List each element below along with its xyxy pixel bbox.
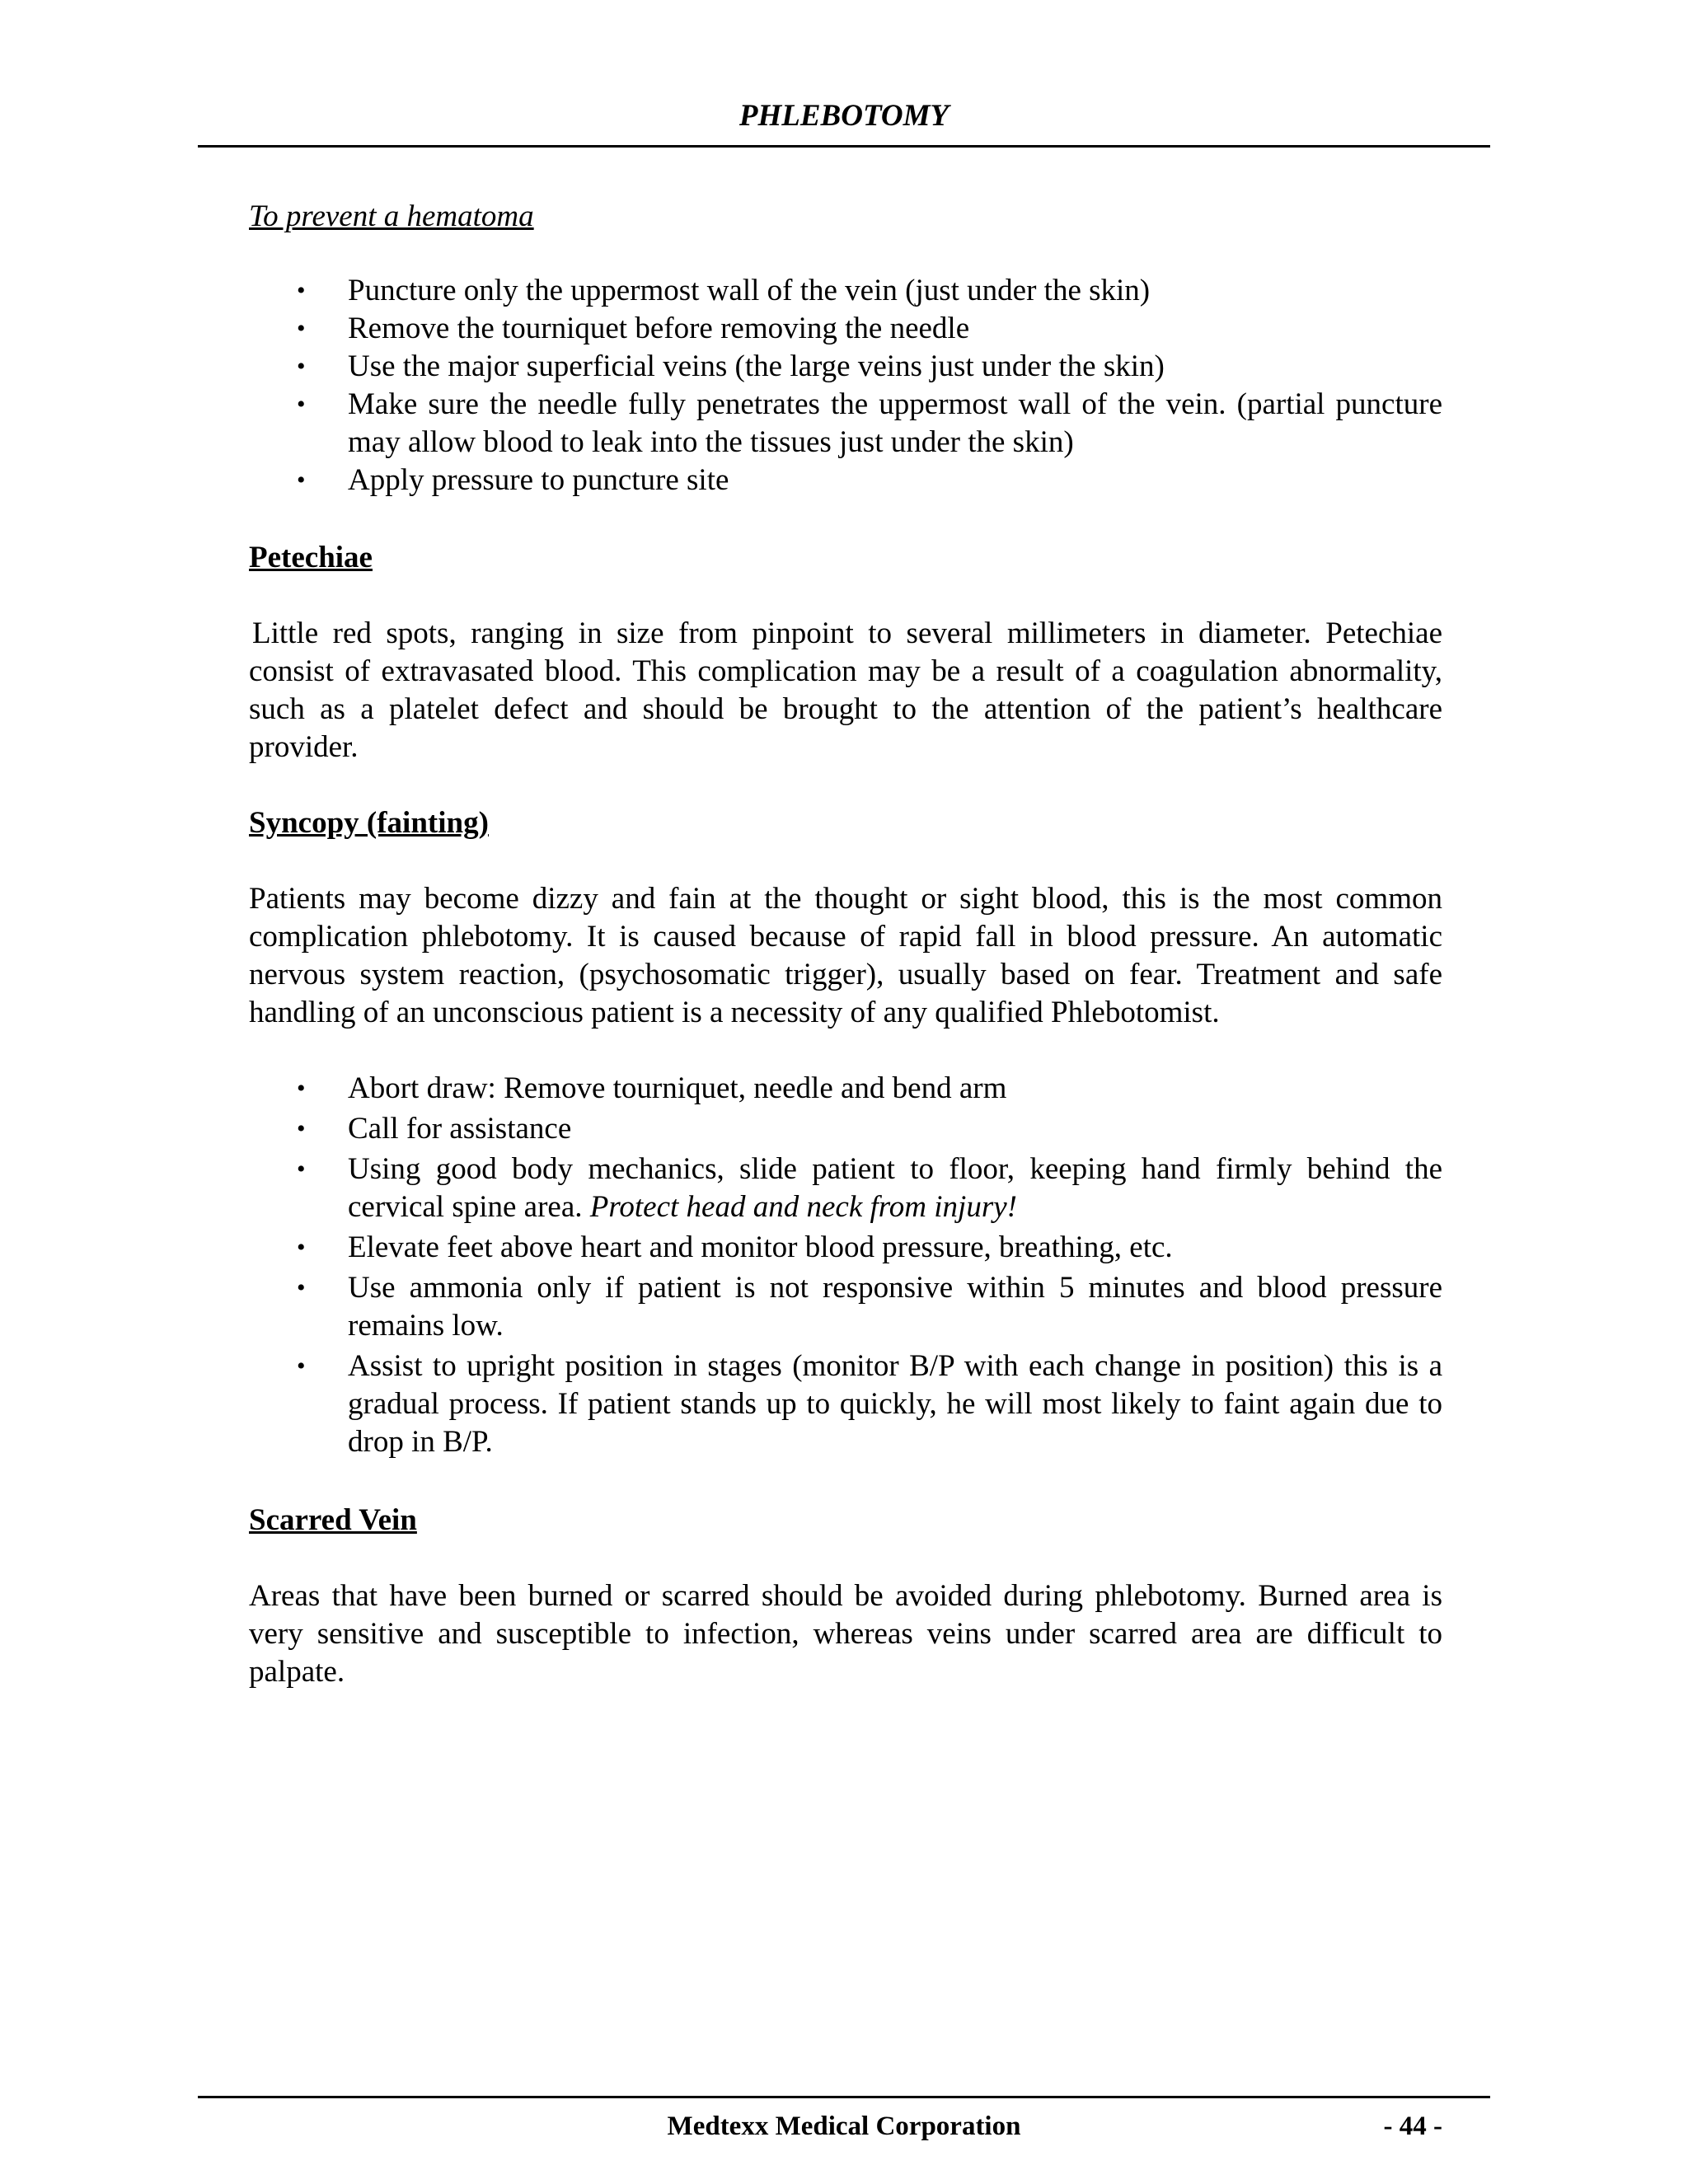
list-item	[249, 386, 1442, 462]
bullet-icon: •	[297, 277, 306, 304]
bullet-icon: •	[297, 466, 306, 494]
list-item	[249, 348, 1442, 386]
list-item-text: Assist to upright position in stages (monitor B/P with each change in position) this is a gradual process. If patient stands up to quickly, he will most likely to faint again due to drop in B/P.	[348, 1349, 1442, 1459]
page-content	[249, 198, 1442, 1691]
list-item-text: Use ammonia only if patient is not responsive within 5 minutes and blood pressure remains low.	[348, 1271, 1442, 1343]
list-item-text: Abort draw: Remove tourniquet, needle and bend arm	[348, 1071, 1007, 1105]
footer-divider	[198, 2096, 1490, 2098]
syncope-paragraph: Patients may become dizzy and fain at the thought or sight blood, this is the most common complication phlebotomy. It is caused because of rapid fall in blood pressure. An automatic nervous system reaction, (psychosomatic trigger), usually based on fear. Treatment and safe handling of an unconscious patient is a necessity of any qualified Phlebotomist.	[249, 882, 1442, 1029]
petechiae-paragraph: Little red spots, ranging in size from pinpoint to several millimeters in diameter. Petechiae consist of extravasated blood. This complication may be a result of a coagulation abnormality, such as a platelet defect and should be brought to the attention of the patient’s healthcare provider.	[249, 616, 1442, 764]
list-item	[249, 1229, 1442, 1267]
list-item-text: Make sure the needle fully penetrates the uppermost wall of the vein. (partial puncture may allow blood to leak into the tissues just under the skin)	[348, 387, 1442, 459]
list-item	[249, 1070, 1442, 1108]
list-item-text: Elevate feet above heart and monitor blood pressure, breathing, etc.	[348, 1230, 1173, 1264]
bullet-icon: •	[297, 315, 306, 342]
page-number: - 44 -	[1383, 2111, 1442, 2141]
list-item-text: Puncture only the uppermost wall of the vein (just under the skin)	[348, 274, 1151, 307]
list-item-text: Use the major superficial veins (the large veins just under the skin)	[348, 349, 1165, 383]
list-item	[249, 1151, 1442, 1226]
bullet-icon: •	[297, 1234, 306, 1261]
list-item-text: Remove the tourniquet before removing the needle	[348, 312, 970, 345]
bullet-icon: •	[297, 353, 306, 380]
bullet-icon: •	[297, 1075, 306, 1102]
petechiae-heading: Petechiae	[249, 541, 373, 574]
bullet-icon: •	[297, 1155, 306, 1183]
header-divider	[198, 145, 1490, 148]
syncope-bullet-list	[249, 1070, 1442, 1461]
list-item-text: Call for assistance	[348, 1112, 572, 1146]
page-header-title: PHLEBOTOMY	[738, 99, 950, 133]
syncope-heading: Syncopy (fainting)	[249, 806, 489, 840]
list-item-text: Using good body mechanics, slide patient to floor, keeping hand firmly behind the cervical spine area.	[348, 1152, 1442, 1224]
list-item	[249, 1110, 1442, 1148]
list-item	[249, 310, 1442, 348]
list-item	[249, 1347, 1442, 1461]
bullet-icon: •	[297, 1352, 306, 1380]
list-item	[249, 272, 1442, 310]
bullet-icon: •	[297, 391, 306, 418]
footer-company: Medtexx Medical Corporation	[667, 2111, 1021, 2141]
list-item	[249, 1269, 1442, 1345]
list-item-text: Apply pressure to puncture site	[348, 463, 729, 497]
emphasis-text: Protect head and neck from injury!	[589, 1190, 1017, 1224]
list-item	[249, 462, 1442, 499]
bullet-icon: •	[297, 1115, 306, 1142]
scarred-vein-heading: Scarred Vein	[249, 1503, 417, 1537]
hematoma-subheading: To prevent a hematoma	[249, 199, 534, 233]
bullet-icon: •	[297, 1274, 306, 1301]
scarred-vein-paragraph: Areas that have been burned or scarred should be avoided during phlebotomy. Burned area is very sensitive and susceptible to infection, whereas veins under scarred area are difficult to palpate.	[249, 1579, 1442, 1689]
hematoma-bullet-list	[249, 272, 1442, 499]
